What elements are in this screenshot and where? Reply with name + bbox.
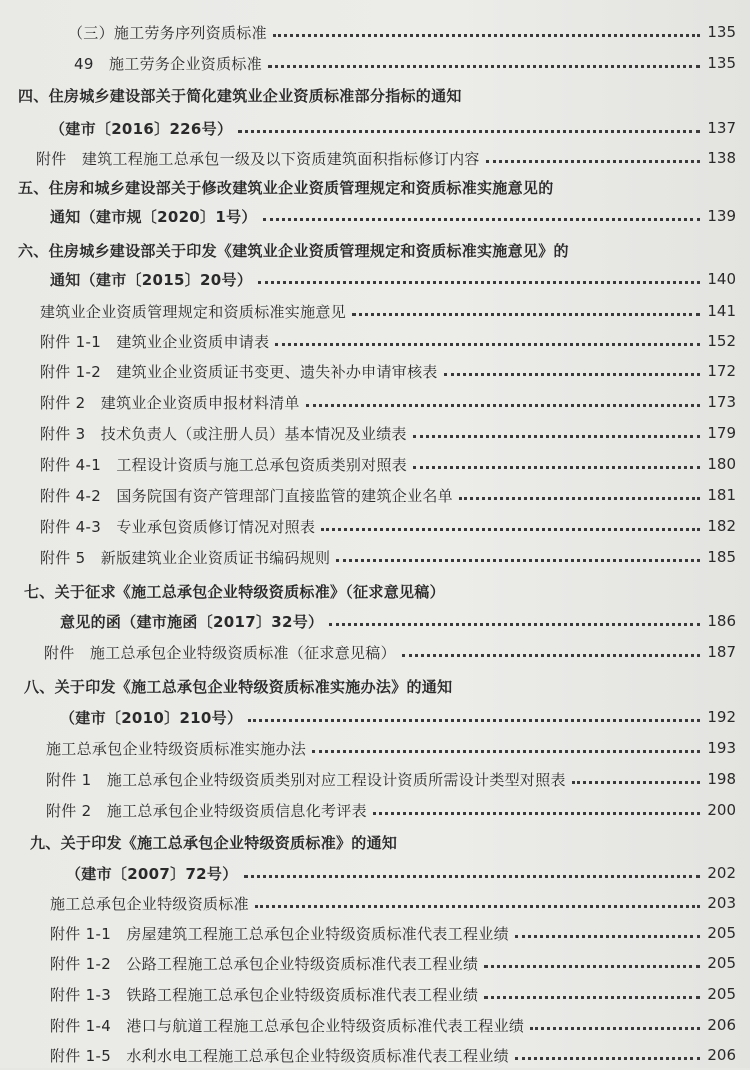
toc-entry (0, 1040, 750, 1070)
toc-entry-page: 186 (707, 612, 736, 630)
toc-entry (0, 387, 750, 417)
toc-section-title: 七、关于征求《施工总承包企业特级资质标准》（征求意见稿） (24, 582, 445, 601)
toc-entry-page: 205 (707, 985, 736, 1003)
dot-leader (268, 61, 700, 68)
toc-entry-page: 135 (707, 23, 736, 41)
toc-entry-page: 135 (707, 54, 736, 72)
toc-section-5-title (0, 172, 750, 202)
toc-entry-title: 附件 1-2 建筑业企业资质证书变更、遗失补办申请审核表 (40, 362, 438, 381)
dot-leader (486, 156, 700, 163)
toc-entry (0, 979, 750, 1009)
dot-leader (373, 808, 700, 815)
toc-entry-attachment (0, 637, 750, 667)
toc-entry-title: 附件 建筑工程施工总承包一级及以下资质建筑面积指标修订内容 (36, 149, 480, 168)
toc-entry-page: 187 (707, 643, 736, 661)
toc-entry (0, 733, 750, 763)
dot-leader (255, 901, 700, 908)
toc-section-title: 四、住房城乡建设部关于简化建筑业企业资质标准部分指标的通知 (18, 86, 462, 105)
toc-entry-page: 192 (707, 708, 736, 726)
dot-leader (321, 524, 700, 531)
dot-leader (515, 931, 700, 938)
dot-leader (263, 214, 700, 221)
toc-entry (0, 449, 750, 479)
toc-entry-title: 附件 1-1 建筑业企业资质申请表 (40, 332, 270, 351)
dot-leader (258, 277, 700, 284)
dot-leader (572, 777, 700, 784)
toc-entry-title: 附件 1-1 房屋建筑工程施工总承包企业特级资质标准代表工程业绩 (50, 924, 509, 943)
toc-entry-49 (0, 48, 750, 78)
toc-entry-title: 施工总承包企业特级资质标准 (50, 894, 249, 913)
toc-entry-title: 附件 1-3 铁路工程施工总承包企业特级资质标准代表工程业绩 (50, 985, 479, 1004)
toc-entry-title: 附件 1-4 港口与航道工程施工总承包企业特级资质标准代表工程业绩 (50, 1016, 525, 1035)
toc-section-6-doc (0, 264, 750, 294)
toc-entry-page: 185 (707, 548, 736, 566)
dot-leader (275, 339, 700, 346)
toc-entry-page: 141 (707, 302, 736, 320)
dot-leader (459, 493, 700, 500)
toc-entry-page: 206 (707, 1046, 736, 1064)
toc-entry-labor-series (0, 17, 750, 47)
toc-entry (0, 795, 750, 825)
toc-entry (0, 356, 750, 386)
dot-leader (413, 431, 700, 438)
dot-leader (530, 1023, 700, 1030)
toc-entry-title: 意见的函（建市施函〔2017〕32号） (60, 612, 324, 631)
toc-entry-title: 附件 施工总承包企业特级资质标准（征求意见稿） (44, 643, 396, 662)
toc-entry-page: 181 (707, 486, 736, 504)
toc-entry-page: 179 (707, 424, 736, 442)
toc-entry-title: （建市〔2010〕210号） (60, 708, 243, 727)
dot-leader (312, 746, 700, 753)
toc-entry-title: 附件 4-2 国务院国有资产管理部门直接监管的建筑企业名单 (40, 486, 453, 505)
toc-entry (0, 296, 750, 326)
toc-entry-title: 附件 2 建筑业企业资质申报材料清单 (40, 393, 300, 412)
toc-entry (0, 764, 750, 794)
toc-entry-page: 193 (707, 739, 736, 757)
dot-leader (248, 715, 700, 722)
toc-entry-page: 202 (707, 864, 736, 882)
toc-entry-title: 通知（建市〔2015〕20号） (50, 270, 253, 289)
dot-leader (238, 126, 700, 133)
toc-section-8-title (0, 671, 750, 701)
dot-leader (402, 650, 700, 657)
toc-entry-title: （建市〔2007〕72号） (66, 864, 238, 883)
toc-entry-title: 附件 1-2 公路工程施工总承包企业特级资质标准代表工程业绩 (50, 954, 479, 973)
toc-section-6-title (0, 235, 750, 265)
toc-section-title: 九、关于印发《施工总承包企业特级资质标准》的通知 (30, 833, 398, 852)
dot-leader (336, 555, 700, 562)
toc-section-7-title (0, 576, 750, 606)
toc-entry-title: 建筑业企业资质管理规定和资质标准实施意见 (40, 302, 347, 321)
toc-entry-page: 206 (707, 1016, 736, 1034)
toc-entry-title: 附件 3 技术负责人（或注册人员）基本情况及业绩表 (40, 424, 407, 443)
toc-entry-page: 198 (707, 770, 736, 788)
dot-leader (352, 309, 700, 316)
toc-entry-title: 附件 5 新版建筑业企业资质证书编码规则 (40, 548, 331, 567)
dot-leader (329, 619, 700, 626)
toc-section-7-doc (0, 606, 750, 636)
toc-entry-title: （建市〔2016〕226号） (50, 119, 233, 138)
toc-entry-title: 附件 1 施工总承包企业特级资质类别对应工程设计资质所需设计类型对照表 (46, 770, 566, 789)
toc-entry-title: 附件 2 施工总承包企业特级资质信息化考评表 (46, 801, 367, 820)
toc-entry-page: 173 (707, 393, 736, 411)
toc-entry-page: 205 (707, 924, 736, 942)
toc-section-9-title (0, 827, 750, 857)
toc-entry-title: 49 施工劳务企业资质标准 (74, 54, 262, 73)
toc-entry-page: 138 (707, 149, 736, 167)
toc-section-4-doc (0, 113, 750, 143)
toc-entry (0, 418, 750, 448)
toc-entry-title: 附件 4-3 专业承包资质修订情况对照表 (40, 517, 316, 536)
dot-leader (273, 30, 700, 37)
toc-section-title: 五、住房和城乡建设部关于修改建筑业企业资质管理规定和资质标准实施意见的 (18, 178, 554, 197)
dot-leader (515, 1053, 700, 1060)
toc-section-8-doc (0, 702, 750, 732)
toc-entry-page: 152 (707, 332, 736, 350)
toc-entry-page: 172 (707, 362, 736, 380)
toc-section-4-title (0, 80, 750, 110)
dot-leader (306, 400, 700, 407)
toc-entry-page: 140 (707, 270, 736, 288)
toc-entry (0, 480, 750, 510)
toc-entry-title: （三）施工劳务序列资质标准 (68, 23, 267, 42)
toc-entry-page: 137 (707, 119, 736, 137)
toc-entry-page: 203 (707, 894, 736, 912)
dot-leader (444, 369, 700, 376)
toc-entry-page: 205 (707, 954, 736, 972)
toc-entry (0, 511, 750, 541)
toc-section-9-doc (0, 858, 750, 888)
toc-entry-page: 200 (707, 801, 736, 819)
dot-leader (413, 462, 700, 469)
toc-entry (0, 888, 750, 918)
toc-entry-page: 180 (707, 455, 736, 473)
toc-entry (0, 1010, 750, 1040)
dot-leader (244, 871, 700, 878)
toc-section-title: 八、关于印发《施工总承包企业特级资质标准实施办法》的通知 (24, 677, 453, 696)
dot-leader (484, 961, 700, 968)
toc-entry (0, 542, 750, 572)
toc-section-5-doc (0, 201, 750, 231)
toc-entry-title: 附件 4-1 工程设计资质与施工总承包资质类别对照表 (40, 455, 408, 474)
toc-entry-page: 139 (707, 207, 736, 225)
toc-entry (0, 948, 750, 978)
toc-entry (0, 918, 750, 948)
toc-entry-page: 182 (707, 517, 736, 535)
toc-entry-title: 附件 1-5 水利水电工程施工总承包企业特级资质标准代表工程业绩 (50, 1046, 509, 1065)
toc-entry-attachment (0, 143, 750, 173)
toc-section-title: 六、住房城乡建设部关于印发《建筑业企业资质管理规定和资质标准实施意见》的 (18, 241, 569, 260)
toc-entry-title: 施工总承包企业特级资质标准实施办法 (46, 739, 307, 758)
dot-leader (484, 992, 700, 999)
toc-entry (0, 326, 750, 356)
toc-entry-title: 通知（建市规〔2020〕1号） (50, 207, 257, 226)
